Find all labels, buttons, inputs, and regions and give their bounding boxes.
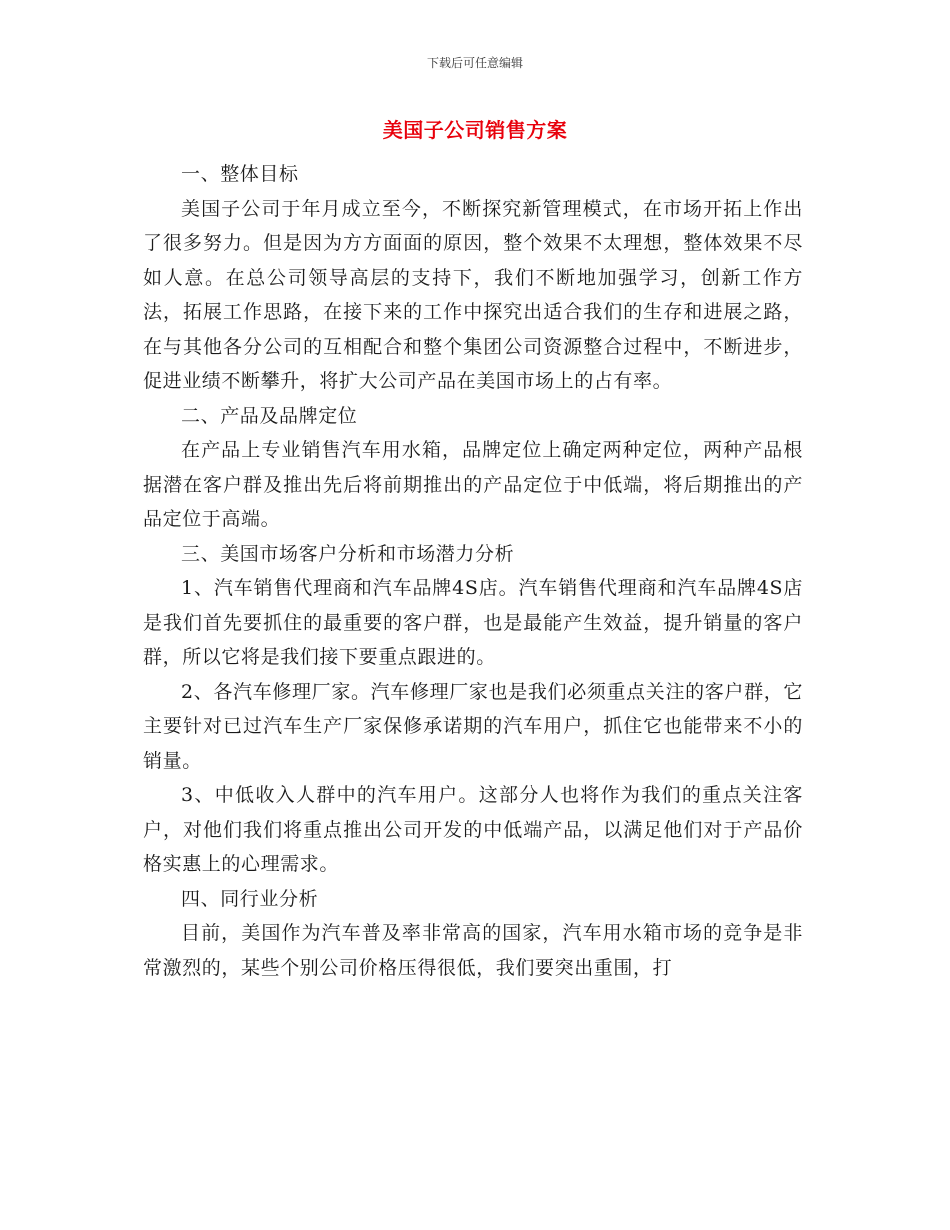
section-heading-2: 二、产品及品牌定位 [181, 404, 358, 427]
paragraph-product-positioning: 在产品上专业销售汽车用水箱，品牌定位上确定两种定位，两种产品根据潜在客户群及推出先后将前期推出的产品定位于中低端，将后期推出的产品定位于高端。 [143, 439, 803, 530]
paragraph-industry-analysis: 目前，美国作为汽车普及率非常高的国家，汽车用水箱市场的竞争是非常激烈的，某些个别公司价格压得很低，我们要突出重围，打 [143, 922, 803, 979]
document-title: 美国子公司销售方案 [382, 118, 568, 142]
paragraph-customer-1: 1、汽车销售代理商和汽车品牌4S店。汽车销售代理商和汽车品牌4S店是我们首先要抓住的最重要的客户群，也是最能产生效益，提升销量的客户群，所以它将是我们接下要重点跟进的。 [143, 577, 803, 668]
document-body [143, 157, 803, 985]
page-header-note: 下载后可任意编辑 [426, 56, 523, 70]
paragraph-customer-2: 2、各汽车修理厂家。汽车修理厂家也是我们必须重点关注的客户群，它主要针对已过汽车生产厂家保修承诺期的汽车用户，抓住它也能带来不小的销量。 [143, 680, 803, 772]
section-heading-1: 一、整体目标 [181, 163, 299, 185]
section-heading-4: 四、同行业分析 [181, 887, 319, 910]
paragraph-customer-3: 3、中低收入人群中的汽车用户。这部分人也将作为我们的重点关注客户，对他们我们将重点推出公司开发的中低端产品，以满足他们对于产品价格实惠上的心理需求。 [143, 784, 803, 875]
paragraph-overall-goal: 美国子公司于年月成立至今，不断探究新管理模式，在市场开拓上作出了很多努力。但是因为方方面面的原因，整个效果不太理想，整体效果不尽如人意。在总公司领导高层的支持下，我们不断地加强学习，创新工作方法，拓展工作思路，在接下来的工作中探究出适合我们的生存和进展之路，在与其他各分公司的互相配合和整个集团公司资源整合过程中，不断进步，促进业绩不断攀升，将扩大公司产品在美国市场上的占有率。 [143, 197, 803, 392]
section-heading-3: 三、美国市场客户分析和市场潜力分析 [181, 542, 515, 565]
